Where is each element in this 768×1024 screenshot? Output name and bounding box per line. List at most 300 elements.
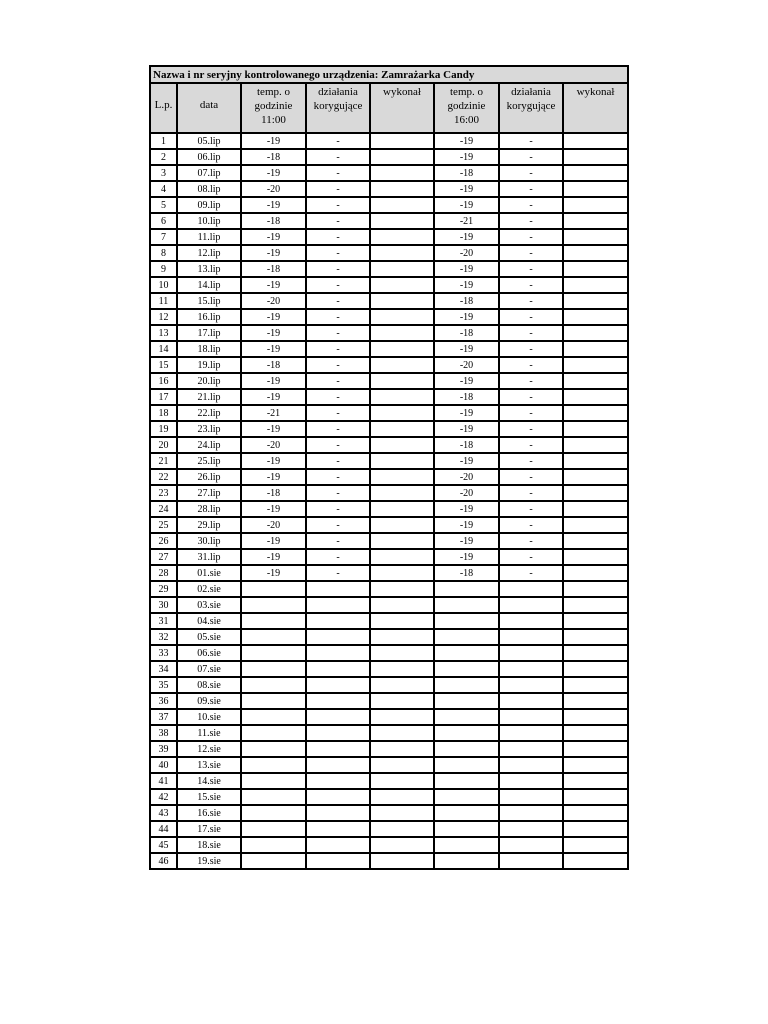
table-row	[150, 789, 628, 805]
corrective-action-2-cell: -	[499, 373, 563, 389]
row-date: 19.lip	[177, 357, 241, 373]
done-by-2-cell	[563, 805, 628, 821]
done-by-2-cell	[563, 229, 628, 245]
row-number: 21	[150, 453, 177, 469]
temp-16-cell	[434, 853, 499, 869]
done-by-1-cell	[370, 821, 434, 837]
done-by-1-cell	[370, 405, 434, 421]
temp-16-cell: -18	[434, 293, 499, 309]
temp-11-cell: -18	[241, 213, 306, 229]
temp-16-cell	[434, 597, 499, 613]
corrective-action-2-cell: -	[499, 197, 563, 213]
temp-11-cell: -19	[241, 373, 306, 389]
row-number: 6	[150, 213, 177, 229]
table-row	[150, 229, 628, 245]
row-date: 04.sie	[177, 613, 241, 629]
done-by-1-cell	[370, 789, 434, 805]
corrective-action-2-cell	[499, 773, 563, 789]
corrective-action-1-cell: -	[306, 261, 370, 277]
temp-16-cell: -19	[434, 533, 499, 549]
temp-11-cell: -19	[241, 133, 306, 149]
temp-11-cell	[241, 805, 306, 821]
done-by-2-cell	[563, 677, 628, 693]
table-row	[150, 437, 628, 453]
temp-11-cell: -19	[241, 389, 306, 405]
done-by-2-cell	[563, 565, 628, 581]
done-by-2-cell	[563, 741, 628, 757]
header-actions-1-line2: korygujące	[313, 100, 363, 112]
temp-11-cell	[241, 853, 306, 869]
corrective-action-2-cell	[499, 853, 563, 869]
done-by-2-cell	[563, 501, 628, 517]
row-date: 07.sie	[177, 661, 241, 677]
corrective-action-2-cell: -	[499, 453, 563, 469]
temp-16-cell: -20	[434, 485, 499, 501]
corrective-action-1-cell	[306, 629, 370, 645]
row-date: 14.sie	[177, 773, 241, 789]
temp-16-cell: -19	[434, 501, 499, 517]
row-date: 05.sie	[177, 629, 241, 645]
temp-11-cell: -20	[241, 181, 306, 197]
temp-16-cell: -20	[434, 245, 499, 261]
corrective-action-1-cell: -	[306, 357, 370, 373]
done-by-1-cell	[370, 805, 434, 821]
corrective-action-1-cell	[306, 837, 370, 853]
corrective-action-2-cell: -	[499, 133, 563, 149]
header-temp-16-line3: 16:00	[453, 114, 480, 126]
table-row	[150, 261, 628, 277]
corrective-action-2-cell	[499, 837, 563, 853]
done-by-2-cell	[563, 821, 628, 837]
temp-16-cell	[434, 725, 499, 741]
corrective-action-1-cell: -	[306, 277, 370, 293]
corrective-action-2-cell: -	[499, 565, 563, 581]
table-row	[150, 821, 628, 837]
temp-11-cell: -19	[241, 469, 306, 485]
corrective-action-2-cell: -	[499, 325, 563, 341]
corrective-action-1-cell: -	[306, 421, 370, 437]
table-row	[150, 613, 628, 629]
done-by-2-cell	[563, 181, 628, 197]
corrective-action-2-cell	[499, 821, 563, 837]
temp-16-cell	[434, 821, 499, 837]
corrective-action-1-cell: -	[306, 485, 370, 501]
row-date: 06.sie	[177, 645, 241, 661]
table-row	[150, 517, 628, 533]
table-row	[150, 501, 628, 517]
done-by-1-cell	[370, 741, 434, 757]
done-by-2-cell	[563, 293, 628, 309]
table-row	[150, 421, 628, 437]
done-by-1-cell	[370, 277, 434, 293]
temp-16-cell: -20	[434, 469, 499, 485]
table-row	[150, 677, 628, 693]
temp-11-cell	[241, 613, 306, 629]
header-date: data	[177, 83, 241, 133]
corrective-action-2-cell: -	[499, 213, 563, 229]
row-number: 22	[150, 469, 177, 485]
corrective-action-2-cell: -	[499, 405, 563, 421]
table-row	[150, 757, 628, 773]
table-row	[150, 565, 628, 581]
row-number: 23	[150, 485, 177, 501]
table-row	[150, 133, 628, 149]
row-number: 46	[150, 853, 177, 869]
corrective-action-1-cell	[306, 757, 370, 773]
temp-11-cell: -18	[241, 149, 306, 165]
corrective-action-2-cell: -	[499, 165, 563, 181]
row-number: 34	[150, 661, 177, 677]
table-row	[150, 773, 628, 789]
row-number: 30	[150, 597, 177, 613]
table-row	[150, 709, 628, 725]
temperature-log-sheet	[149, 65, 627, 870]
done-by-1-cell	[370, 133, 434, 149]
done-by-1-cell	[370, 661, 434, 677]
temp-16-cell: -19	[434, 309, 499, 325]
corrective-action-1-cell	[306, 821, 370, 837]
done-by-1-cell	[370, 373, 434, 389]
table-row	[150, 485, 628, 501]
table-row	[150, 197, 628, 213]
row-number: 24	[150, 501, 177, 517]
corrective-action-2-cell	[499, 645, 563, 661]
temp-16-cell: -19	[434, 453, 499, 469]
table-row	[150, 549, 628, 565]
temp-11-cell	[241, 629, 306, 645]
table-row	[150, 357, 628, 373]
row-date: 27.lip	[177, 485, 241, 501]
row-number: 43	[150, 805, 177, 821]
row-number: 8	[150, 245, 177, 261]
temp-16-cell: -19	[434, 181, 499, 197]
row-date: 10.sie	[177, 709, 241, 725]
temp-11-cell: -20	[241, 293, 306, 309]
corrective-action-1-cell: -	[306, 165, 370, 181]
header-temp-16-line2: godzinie	[447, 100, 486, 112]
temp-16-cell: -19	[434, 229, 499, 245]
table-row	[150, 181, 628, 197]
header-actions-2-line2: korygujące	[506, 100, 556, 112]
done-by-1-cell	[370, 453, 434, 469]
corrective-action-1-cell	[306, 661, 370, 677]
corrective-action-1-cell: -	[306, 181, 370, 197]
header-corrective-actions-2	[499, 83, 563, 133]
corrective-action-1-cell	[306, 581, 370, 597]
corrective-action-1-cell: -	[306, 133, 370, 149]
row-number: 17	[150, 389, 177, 405]
row-number: 33	[150, 645, 177, 661]
temp-11-cell	[241, 597, 306, 613]
done-by-1-cell	[370, 773, 434, 789]
row-number: 1	[150, 133, 177, 149]
temp-11-cell: -19	[241, 341, 306, 357]
device-title: Nazwa i nr seryjny kontrolowanego urządzenia: Zamrażarka Candy	[150, 66, 628, 83]
row-date: 24.lip	[177, 437, 241, 453]
header-actions-2-line1: działania	[511, 86, 551, 98]
table-row	[150, 213, 628, 229]
corrective-action-2-cell	[499, 677, 563, 693]
header-temp-16	[434, 83, 499, 133]
row-date: 18.sie	[177, 837, 241, 853]
done-by-1-cell	[370, 229, 434, 245]
corrective-action-1-cell	[306, 725, 370, 741]
done-by-2-cell	[563, 773, 628, 789]
done-by-2-cell	[563, 437, 628, 453]
table-row	[150, 293, 628, 309]
done-by-2-cell	[563, 485, 628, 501]
temp-16-cell: -18	[434, 325, 499, 341]
temp-11-cell: -19	[241, 533, 306, 549]
corrective-action-1-cell: -	[306, 229, 370, 245]
temp-11-cell: -19	[241, 245, 306, 261]
done-by-2-cell	[563, 549, 628, 565]
corrective-action-2-cell: -	[499, 389, 563, 405]
done-by-1-cell	[370, 597, 434, 613]
done-by-2-cell	[563, 533, 628, 549]
table-row	[150, 309, 628, 325]
table-row	[150, 405, 628, 421]
header-lp: L.p.	[150, 83, 177, 133]
row-number: 35	[150, 677, 177, 693]
done-by-1-cell	[370, 565, 434, 581]
corrective-action-1-cell: -	[306, 469, 370, 485]
corrective-action-2-cell: -	[499, 501, 563, 517]
corrective-action-2-cell	[499, 597, 563, 613]
temp-11-cell	[241, 757, 306, 773]
done-by-1-cell	[370, 613, 434, 629]
table-row	[150, 325, 628, 341]
done-by-2-cell	[563, 261, 628, 277]
temp-16-cell: -19	[434, 405, 499, 421]
header-corrective-actions-1	[306, 83, 370, 133]
temp-16-cell	[434, 629, 499, 645]
corrective-action-1-cell	[306, 853, 370, 869]
log-rows	[150, 133, 628, 869]
temp-11-cell: -20	[241, 437, 306, 453]
temp-16-cell: -19	[434, 261, 499, 277]
done-by-1-cell	[370, 485, 434, 501]
temp-16-cell	[434, 837, 499, 853]
corrective-action-2-cell: -	[499, 277, 563, 293]
corrective-action-2-cell	[499, 613, 563, 629]
corrective-action-1-cell: -	[306, 565, 370, 581]
done-by-2-cell	[563, 277, 628, 293]
table-row	[150, 149, 628, 165]
done-by-2-cell	[563, 517, 628, 533]
temp-16-cell: -19	[434, 149, 499, 165]
row-date: 03.sie	[177, 597, 241, 613]
temp-11-cell: -19	[241, 165, 306, 181]
temp-16-cell	[434, 677, 499, 693]
row-number: 18	[150, 405, 177, 421]
done-by-2-cell	[563, 645, 628, 661]
temp-16-cell	[434, 757, 499, 773]
corrective-action-1-cell: -	[306, 453, 370, 469]
done-by-1-cell	[370, 325, 434, 341]
corrective-action-2-cell: -	[499, 245, 563, 261]
temp-16-cell: -19	[434, 133, 499, 149]
done-by-2-cell	[563, 581, 628, 597]
done-by-1-cell	[370, 837, 434, 853]
row-number: 9	[150, 261, 177, 277]
table-row	[150, 165, 628, 181]
corrective-action-2-cell: -	[499, 437, 563, 453]
table-row	[150, 629, 628, 645]
row-number: 25	[150, 517, 177, 533]
done-by-2-cell	[563, 629, 628, 645]
corrective-action-1-cell	[306, 693, 370, 709]
temp-11-cell: -19	[241, 309, 306, 325]
header-done-by-1	[370, 83, 434, 133]
temp-11-cell: -20	[241, 517, 306, 533]
row-date: 26.lip	[177, 469, 241, 485]
row-number: 20	[150, 437, 177, 453]
row-date: 02.sie	[177, 581, 241, 597]
row-number: 3	[150, 165, 177, 181]
row-number: 28	[150, 565, 177, 581]
done-by-1-cell	[370, 677, 434, 693]
header-done-by-2	[563, 83, 628, 133]
table-row	[150, 741, 628, 757]
table-row	[150, 693, 628, 709]
done-by-1-cell	[370, 469, 434, 485]
temp-16-cell	[434, 661, 499, 677]
row-date: 19.sie	[177, 853, 241, 869]
done-by-1-cell	[370, 293, 434, 309]
done-by-1-cell	[370, 437, 434, 453]
done-by-2-cell	[563, 165, 628, 181]
row-number: 36	[150, 693, 177, 709]
row-number: 14	[150, 341, 177, 357]
row-date: 14.lip	[177, 277, 241, 293]
done-by-2-cell	[563, 357, 628, 373]
done-by-1-cell	[370, 245, 434, 261]
corrective-action-2-cell: -	[499, 485, 563, 501]
done-by-1-cell	[370, 389, 434, 405]
row-date: 13.lip	[177, 261, 241, 277]
temp-11-cell	[241, 709, 306, 725]
row-number: 41	[150, 773, 177, 789]
corrective-action-1-cell	[306, 789, 370, 805]
row-number: 37	[150, 709, 177, 725]
done-by-1-cell	[370, 165, 434, 181]
table-row	[150, 805, 628, 821]
temp-16-cell	[434, 805, 499, 821]
row-number: 19	[150, 421, 177, 437]
temp-11-cell: -18	[241, 485, 306, 501]
done-by-2-cell	[563, 597, 628, 613]
done-by-1-cell	[370, 549, 434, 565]
done-by-2-cell	[563, 757, 628, 773]
corrective-action-2-cell: -	[499, 469, 563, 485]
row-number: 15	[150, 357, 177, 373]
corrective-action-2-cell: -	[499, 357, 563, 373]
temp-16-cell: -20	[434, 357, 499, 373]
table-row	[150, 661, 628, 677]
corrective-action-1-cell: -	[306, 149, 370, 165]
done-by-2-cell	[563, 133, 628, 149]
temp-11-cell	[241, 789, 306, 805]
row-date: 12.lip	[177, 245, 241, 261]
header-temp-11	[241, 83, 306, 133]
corrective-action-1-cell: -	[306, 549, 370, 565]
corrective-action-2-cell	[499, 581, 563, 597]
done-by-2-cell	[563, 405, 628, 421]
corrective-action-2-cell	[499, 805, 563, 821]
corrective-action-2-cell: -	[499, 149, 563, 165]
row-date: 22.lip	[177, 405, 241, 421]
done-by-2-cell	[563, 325, 628, 341]
row-date: 10.lip	[177, 213, 241, 229]
row-number: 31	[150, 613, 177, 629]
done-by-1-cell	[370, 261, 434, 277]
table-row	[150, 341, 628, 357]
row-number: 7	[150, 229, 177, 245]
done-by-2-cell	[563, 837, 628, 853]
row-date: 08.sie	[177, 677, 241, 693]
temp-11-cell: -19	[241, 325, 306, 341]
row-date: 06.lip	[177, 149, 241, 165]
temp-11-cell	[241, 725, 306, 741]
corrective-action-1-cell: -	[306, 437, 370, 453]
done-by-2-cell	[563, 341, 628, 357]
header-done-by-2-label: wykonał	[576, 86, 615, 98]
row-number: 39	[150, 741, 177, 757]
done-by-1-cell	[370, 709, 434, 725]
done-by-2-cell	[563, 469, 628, 485]
row-date: 05.lip	[177, 133, 241, 149]
done-by-2-cell	[563, 197, 628, 213]
row-date: 15.lip	[177, 293, 241, 309]
corrective-action-1-cell: -	[306, 245, 370, 261]
row-date: 16.lip	[177, 309, 241, 325]
table-row	[150, 389, 628, 405]
table-row	[150, 853, 628, 869]
done-by-1-cell	[370, 645, 434, 661]
row-date: 25.lip	[177, 453, 241, 469]
corrective-action-2-cell	[499, 661, 563, 677]
done-by-1-cell	[370, 149, 434, 165]
temp-11-cell	[241, 645, 306, 661]
temp-11-cell	[241, 661, 306, 677]
done-by-1-cell	[370, 421, 434, 437]
done-by-2-cell	[563, 453, 628, 469]
corrective-action-1-cell	[306, 677, 370, 693]
header-actions-1-line1: działania	[318, 86, 358, 98]
row-number: 2	[150, 149, 177, 165]
temp-11-cell: -19	[241, 277, 306, 293]
corrective-action-1-cell: -	[306, 197, 370, 213]
temp-16-cell: -19	[434, 373, 499, 389]
temp-11-cell: -21	[241, 405, 306, 421]
done-by-2-cell	[563, 853, 628, 869]
temp-16-cell	[434, 741, 499, 757]
corrective-action-1-cell	[306, 613, 370, 629]
temp-11-cell: -18	[241, 261, 306, 277]
temp-16-cell: -19	[434, 341, 499, 357]
done-by-1-cell	[370, 341, 434, 357]
temp-16-cell: -18	[434, 165, 499, 181]
corrective-action-1-cell	[306, 741, 370, 757]
corrective-action-2-cell	[499, 757, 563, 773]
temp-11-cell	[241, 581, 306, 597]
row-date: 17.sie	[177, 821, 241, 837]
table-row	[150, 581, 628, 597]
row-number: 26	[150, 533, 177, 549]
table-row	[150, 645, 628, 661]
done-by-2-cell	[563, 309, 628, 325]
